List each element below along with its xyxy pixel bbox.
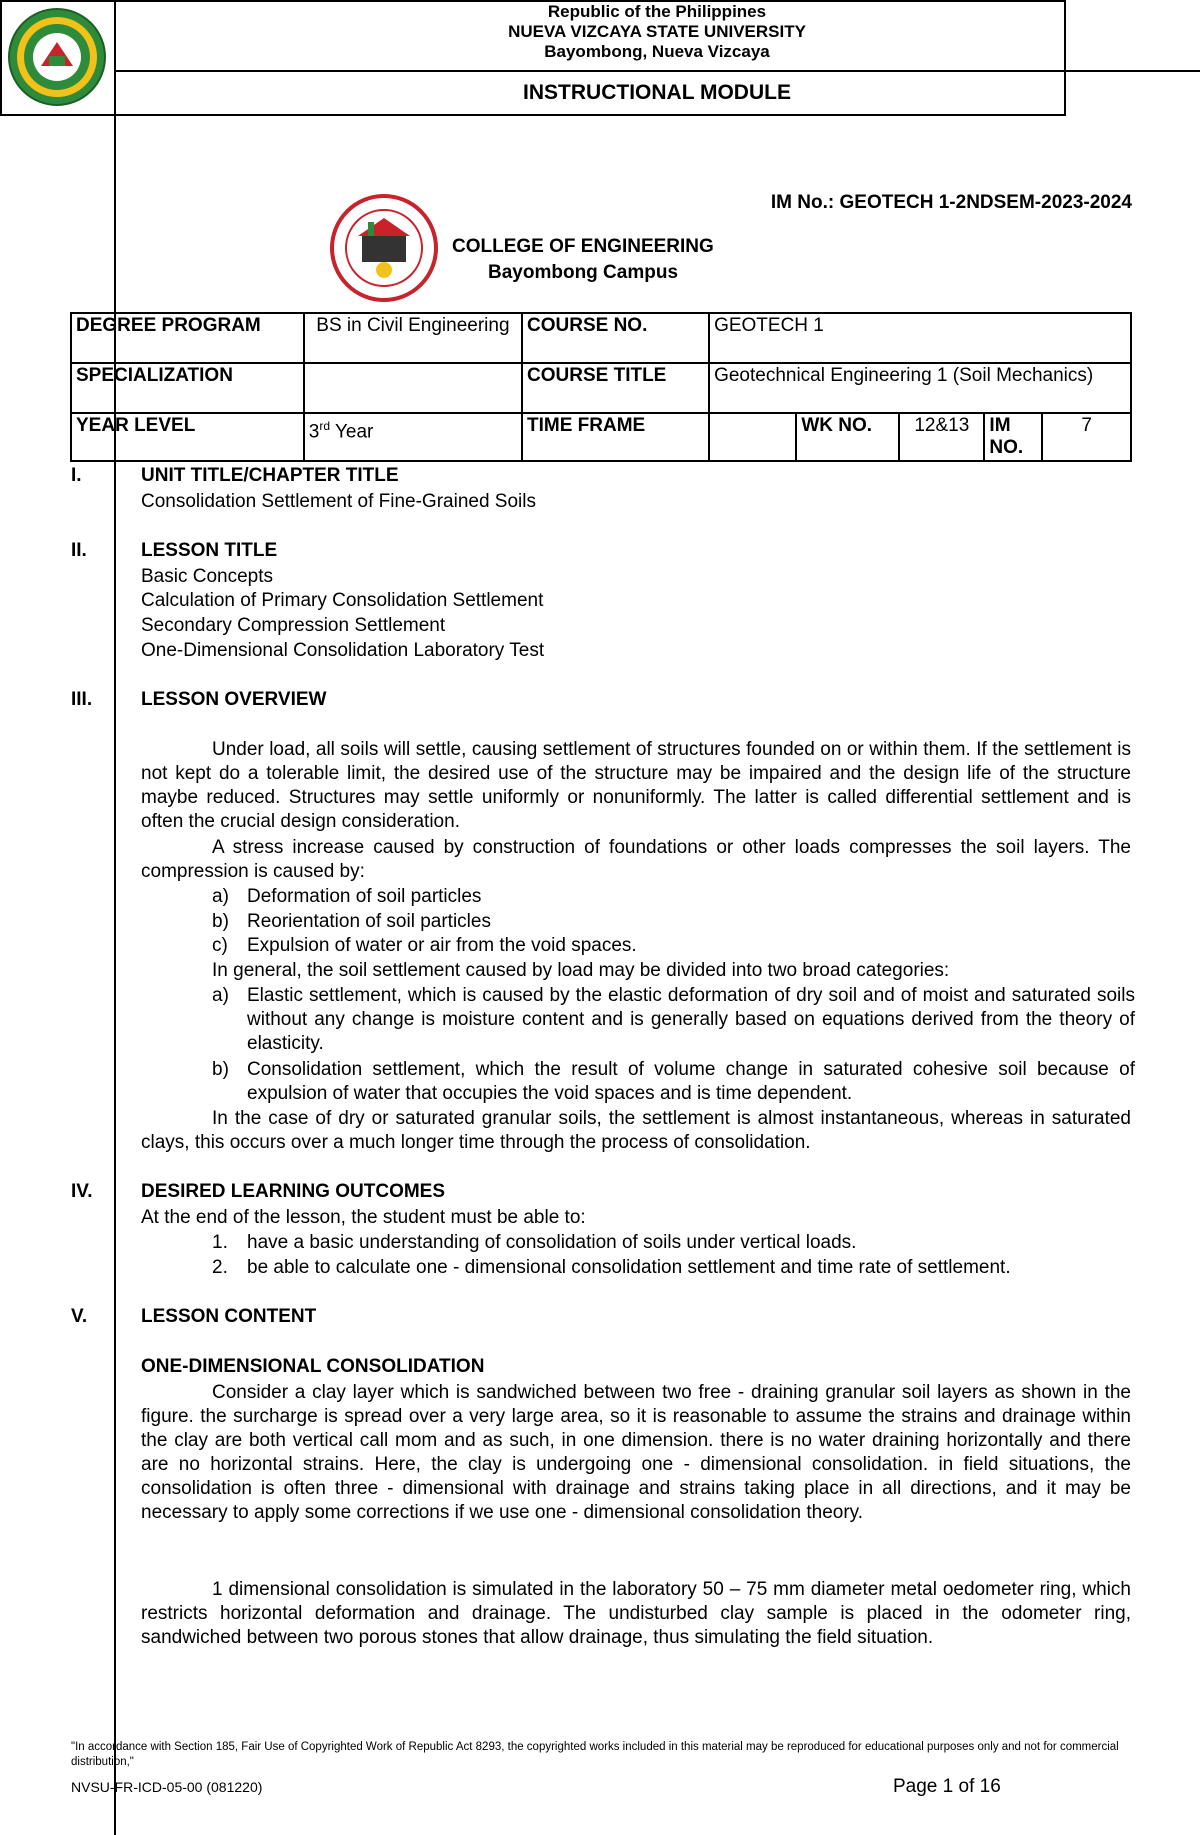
section-1-title: UNIT TITLE/CHAPTER TITLE <box>141 465 399 486</box>
college-name: COLLEGE OF ENGINEERING <box>452 236 714 257</box>
section-1-number: I. <box>71 465 82 486</box>
year-level-label: YEAR LEVEL <box>71 413 304 461</box>
lesson-title-item: Basic Concepts <box>141 566 274 587</box>
time-frame-label: TIME FRAME <box>522 413 709 461</box>
year-word: Year <box>334 421 374 443</box>
university-heading <box>114 0 1200 72</box>
subsection-heading: ONE-DIMENSIONAL CONSOLIDATION <box>141 1356 485 1377</box>
list-item-label: 2. <box>212 1257 228 1278</box>
form-number: NVSU-FR-ICD-05-00 (081220) <box>71 1779 263 1795</box>
im-number: IM No.: GEOTECH 1-2NDSEM-2023-2024 <box>770 192 1132 213</box>
section-2-number: II. <box>71 540 87 561</box>
list-item-text: Reorientation of soil particles <box>247 911 491 932</box>
wk-no-label: WK NO. <box>796 413 899 461</box>
time-frame-value <box>709 413 796 461</box>
outcomes-intro: At the end of the lesson, the student must be able to: <box>141 1207 586 1228</box>
course-title-value: Geotechnical Engineering 1 (Soil Mechanics) <box>709 363 1131 413</box>
section-2-title: LESSON TITLE <box>141 540 278 561</box>
university-seal-icon <box>4 4 110 110</box>
content-paragraph-1: Consider a clay layer which is sandwiched between two free - draining granular soil layers as shown in the figure. the surcharge is spread over a very large area, so it is reasonable to assume the strains and drainage within the clay are both vertical call mom and as such, in one dimension. there is no water draining horizontally and there are no horizontal strains. Here, the clay is undergoing one - dimensional consolidation. in field situations, the consolidation is often three - dimensional with drainage and strains taking place in all directions, and it may be necessary to apply some corrections if we use one - dimensional consolidation theory. <box>141 1382 1131 1523</box>
section-3-title: LESSON OVERVIEW <box>141 689 327 710</box>
overview-paragraph-2: A stress increase caused by construction of foundations or other loads compresses the soil layers. The compression is caused by: <box>141 837 1131 882</box>
college-campus: Bayombong Campus <box>488 262 679 283</box>
list-item-text: Consolidation settlement, which the result of volume change in saturated cohesive soil because of expulsion of water that occupies the void spaces and is time dependent. <box>247 1059 1135 1104</box>
lesson-title-item: Secondary Compression Settlement <box>141 615 446 636</box>
specialization-label: SPECIALIZATION <box>71 363 304 413</box>
im-no-label: IM NO. <box>984 413 1041 461</box>
list-item <box>212 1231 1135 1255</box>
content-paragraph-2: 1 dimensional consolidation is simulated in the laboratory 50 – 75 mm diameter metal oedometer ring, which restricts horizontal deformation and drainage. The undisturbed clay sample is placed in the odometer ring, sandwiched between two porous stones that allow drainage, thus simulating the field situation. <box>141 1579 1131 1648</box>
lesson-title-item: Calculation of Primary Consolidation Settlement <box>141 590 544 611</box>
im-no-value: 7 <box>1042 413 1131 461</box>
list-item-text: Deformation of soil particles <box>247 886 482 907</box>
overview-paragraph-1: Under load, all soils will settle, causing settlement of structures founded on or within them. If the settlement is not kept do a tolerable limit, the desired use of the structure may be impaired and the design life of the structure maybe reduced. Structures may settle uniformly or nonuniformly. The latter is called differential settlement and is often the crucial design consideration. <box>141 739 1131 832</box>
module-title: INSTRUCTIONAL MODULE <box>523 81 791 104</box>
list-item-label: b) <box>212 1059 229 1080</box>
overview-paragraph-3: In general, the soil settlement caused by load may be divided into two broad categories: <box>212 960 950 981</box>
course-no-value: GEOTECH 1 <box>709 313 1131 363</box>
wk-no-value: 12&13 <box>899 413 984 461</box>
section-3-number: III. <box>71 689 93 710</box>
copyright-notice: "In accordance with Section 185, Fair Use of Copyrighted Work of Republic Act 8293, the copyrighted works included in this material may be reproduced for educational purposes only and not for commercial distribution," <box>71 1741 1119 1768</box>
course-no-label: COURSE NO. <box>522 313 709 363</box>
list-item <box>212 1256 1135 1280</box>
list-item <box>212 885 1135 909</box>
university-logo-cell <box>0 0 116 1835</box>
section-4-number: IV. <box>71 1181 93 1202</box>
university-location: Bayombong, Nueva Vizcaya <box>544 42 770 61</box>
overview-paragraph-4: In the case of dry or saturated granular soils, the settlement is almost instantaneous, whereas in saturated clays, this occurs over a much longer time through the process of consolidation. <box>141 1108 1131 1153</box>
lesson-title-item: One-Dimensional Consolidation Laboratory Test <box>141 640 545 661</box>
list-item <box>212 1058 1135 1106</box>
unit-title-text: Consolidation Settlement of Fine-Grained Soils <box>141 491 536 512</box>
year-level-value <box>304 413 522 461</box>
year-suffix: rd <box>319 419 331 433</box>
section-5-title: LESSON CONTENT <box>141 1306 317 1327</box>
module-header <box>0 0 1066 116</box>
course-info-table <box>70 312 1132 462</box>
republic-line: Republic of the Philippines <box>547 2 767 21</box>
course-title-label: COURSE TITLE <box>522 363 709 413</box>
section-5-number: V. <box>71 1306 88 1327</box>
page-number: Page 1 of 16 <box>893 1776 1001 1797</box>
list-item-label: c) <box>212 935 228 956</box>
list-item-label: a) <box>212 886 229 907</box>
list-item-label: 1. <box>212 1232 228 1253</box>
list-item-text: have a basic understanding of consolidation of soils under vertical loads. <box>247 1232 857 1253</box>
list-item <box>212 934 1135 958</box>
list-item-text: be able to calculate one - dimensional consolidation settlement and time rate of settlement. <box>247 1257 1011 1278</box>
list-item <box>212 910 1135 934</box>
degree-value: BS in Civil Engineering <box>304 313 522 363</box>
list-item-label: b) <box>212 911 229 932</box>
specialization-value <box>304 363 522 413</box>
list-item-text: Elastic settlement, which is caused by the elastic deformation of dry soil and of moist and saturated soils without any change is moisture content and is generally based on equations derived from the theory of elasticity. <box>247 985 1135 1054</box>
list-item-text: Expulsion of water or air from the void spaces. <box>247 935 637 956</box>
list-item-label: a) <box>212 985 229 1006</box>
degree-label: DEGREE PROGRAM <box>71 313 304 363</box>
year-number: 3 <box>308 421 320 443</box>
list-item <box>212 984 1135 1056</box>
university-name: NUEVA VIZCAYA STATE UNIVERSITY <box>508 22 806 41</box>
college-seal-icon <box>328 192 440 304</box>
section-4-title: DESIRED LEARNING OUTCOMES <box>141 1181 446 1202</box>
